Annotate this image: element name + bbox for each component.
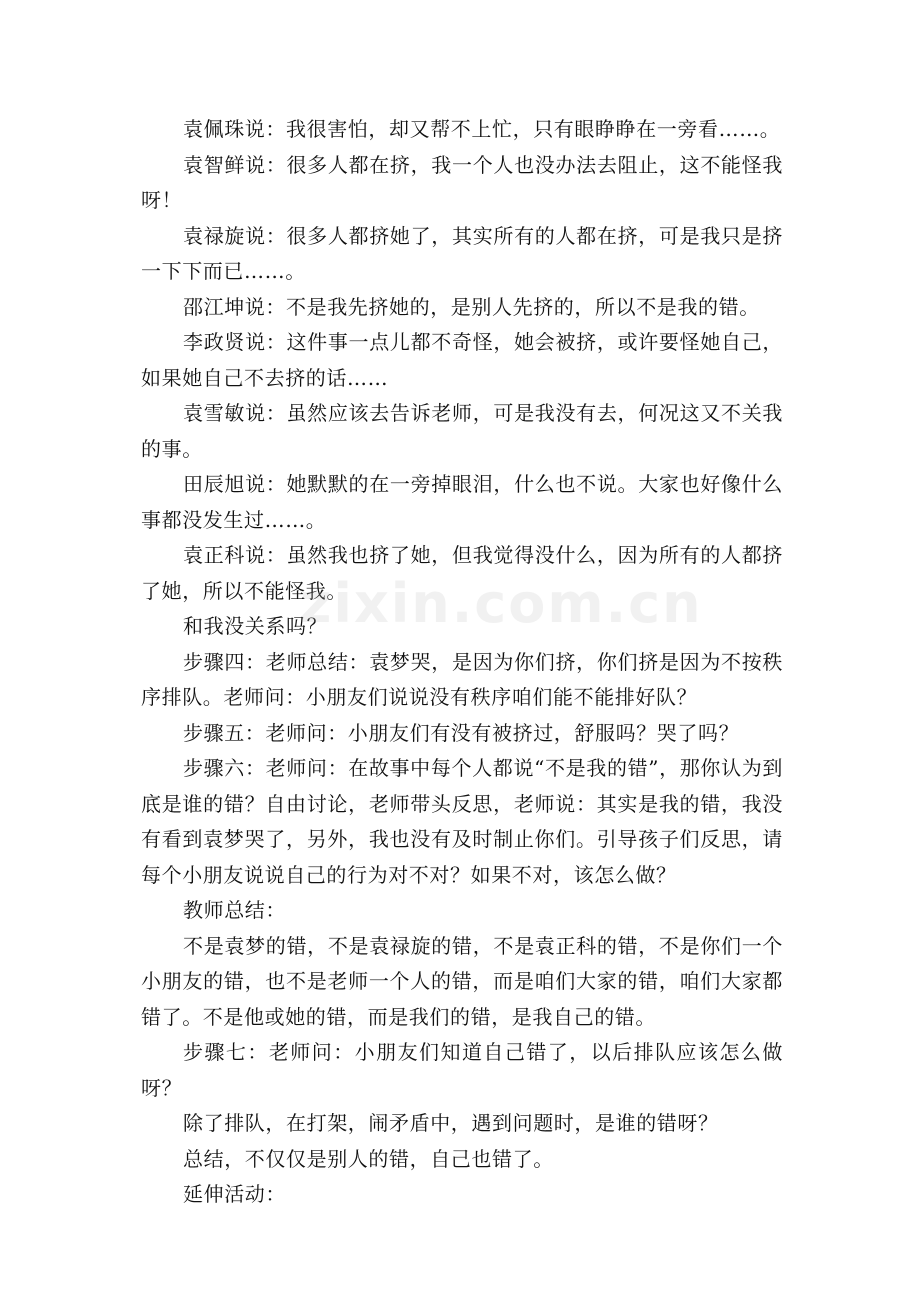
paragraph: 步骤七：老师问：小朋友们知道自己错了，以后排队应该怎么做呀？ <box>141 1040 783 1100</box>
paragraph: 不是袁梦的错，不是袁禄旋的错，不是袁正科的错，不是你们一个小朋友的错，也不是老师一个人的错，而是咱们大家的错，咱们大家都错了。不是他或她的错，而是我们的错，是我自己的错。 <box>141 933 783 1029</box>
paragraph: 总结，不仅仅是别人的错，自己也错了。 <box>183 1146 554 1171</box>
paragraph: 和我没关系吗？ <box>183 614 328 638</box>
paragraph: 延伸活动： <box>183 1182 286 1206</box>
paragraph: 袁雪敏说：虽然应该去告诉老师，可是我没有去，何况这又不关我的事。 <box>141 401 783 461</box>
paragraph: 李政贤说：这件事一点儿都不奇怪，她会被挤，或许要怪她自己，如果她自己不去挤的话…… <box>141 330 783 390</box>
watermark: zixin.com.cn <box>300 572 703 635</box>
paragraph: 步骤六：老师问：在故事中每个人都说“不是我的错”，那你认为到底是谁的错？自由讨论，老师带头反思，老师说：其实是我的错，我没有看到袁梦哭了，另外，我也没有及时制止你们。引导孩子们反思，请每个小朋友说说自己的行为对不对？如果不对，该怎么做？ <box>141 756 783 887</box>
paragraph: 袁正科说：虽然我也挤了她，但我觉得没什么，因为所有的人都挤了她，所以不能怪我。 <box>141 543 783 603</box>
paragraph: 袁佩珠说：我很害怕，却又帮不上忙，只有眼睁睁在一旁看……。 <box>183 117 781 141</box>
paragraph: 袁智鲜说：很多人都在挤，我一个人也没办法去阻止，这不能怪我呀！ <box>141 152 783 212</box>
document-body <box>141 112 783 1213</box>
paragraph: 教师总结： <box>183 898 286 922</box>
paragraph: 步骤四：老师总结：袁梦哭，是因为你们挤，你们挤是因为不按秩序排队。老师问：小朋友们说说没有秩序咱们能不能排好队？ <box>141 649 783 709</box>
paragraph: 邵江坤说：不是我先挤她的，是别人先挤的，所以不是我的错。 <box>183 294 760 319</box>
paragraph: 除了排队，在打架，闹矛盾中，遇到问题时，是谁的错呀？ <box>183 1111 719 1135</box>
paragraph: 田辰旭说：她默默的在一旁掉眼泪，什么也不说。大家也好像什么事都没发生过……。 <box>141 472 783 532</box>
paragraph: 步骤五：老师问：小朋友们有没有被挤过，舒服吗？哭了吗？ <box>183 720 740 745</box>
paragraph: 袁禄旋说：很多人都挤她了，其实所有的人都在挤，可是我只是挤一下下而已……。 <box>141 223 783 283</box>
